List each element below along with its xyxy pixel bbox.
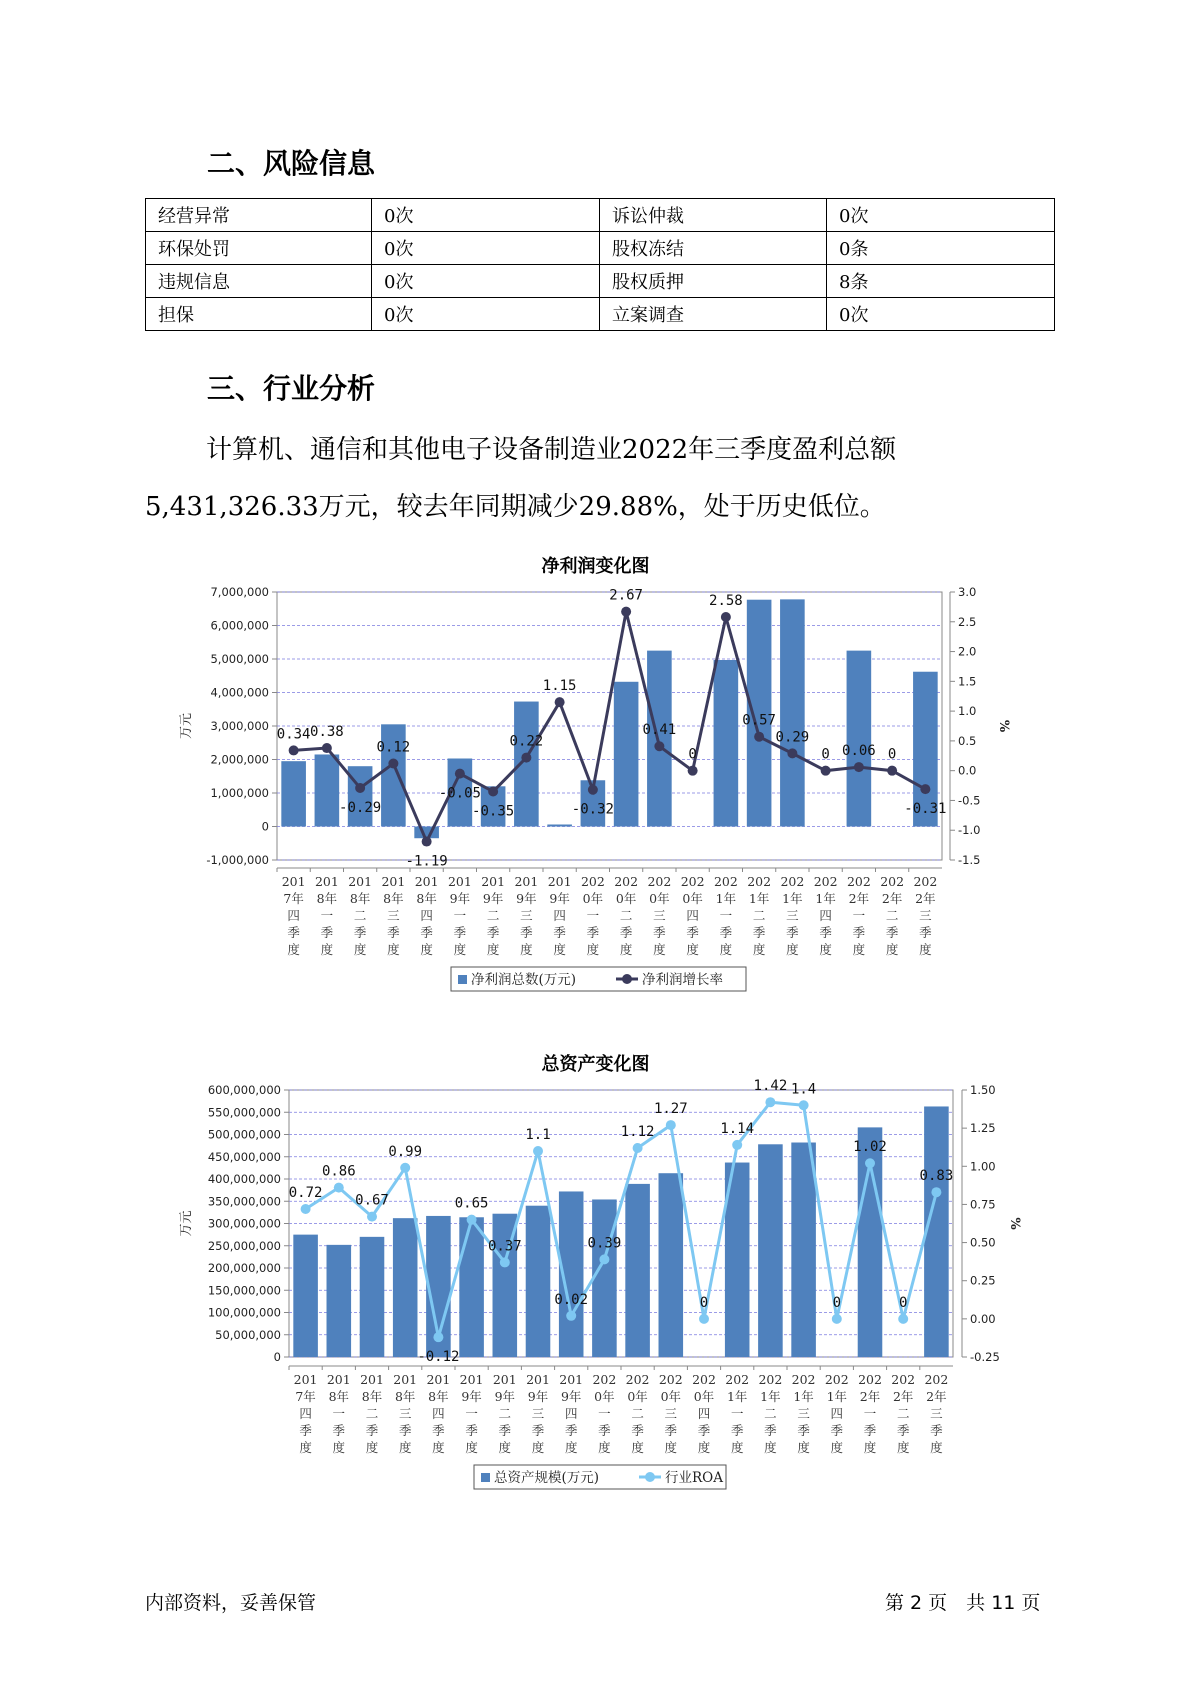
bar [526,1206,551,1357]
x-tick-label: 202 0年二季度 [625,1372,650,1455]
risk-item-value: 0条 [827,232,1055,265]
risk-item-label: 环保处罚 [146,232,372,265]
x-tick-label: 202 1年一季度 [725,1372,750,1455]
data-point [599,1254,609,1264]
data-label: 0.02 [554,1291,589,1308]
data-label: 0.34 [276,726,311,743]
data-point [666,1120,676,1130]
y-axis-title: 万元 [179,712,194,740]
bar [714,660,739,826]
x-tick-label: 201 9年三季度 [514,874,539,957]
data-label: 0.67 [355,1192,389,1209]
risk-table-row [146,199,1055,232]
analysis-line-2: 5,431,326.33万元，较去年同期减少29.88%，处于历史低位。 [145,492,886,522]
data-point [832,1314,842,1324]
data-label: 1.1 [525,1127,551,1144]
x-tick-label: 201 8年四季度 [414,874,439,957]
y2-tick-label: 3.0 [958,585,977,599]
x-tick-label: 202 2年一季度 [858,1372,882,1455]
bar [514,702,539,827]
y-tick-label: 200,000,000 [207,1261,281,1275]
risk-item-label: 股权质押 [600,265,827,298]
bar [780,599,805,826]
x-tick-label: 202 0年三季度 [658,1372,683,1455]
x-tick-label: 202 2年二季度 [880,874,905,957]
data-label: 0.72 [288,1185,323,1202]
x-tick-label: 202 0年四季度 [680,874,705,957]
data-point [555,697,565,707]
legend-bar-swatch [481,1473,490,1482]
data-point [455,769,465,779]
x-tick-label: 202 1年四季度 [813,874,838,957]
data-label: -0.12 [417,1349,460,1366]
risk-item-value: 0次 [827,298,1055,331]
bar [327,1245,352,1357]
x-tick-label: 202 2年三季度 [924,1372,949,1455]
analysis-paragraph [145,422,1075,536]
x-tick-label: 201 8年二季度 [360,1372,384,1455]
data-label: 0.22 [509,733,544,750]
data-label: 0.12 [376,739,411,756]
y-tick-label: 300,000,000 [207,1216,281,1231]
bar [758,1144,783,1357]
data-label: -0.31 [904,801,947,818]
risk-item-label: 诉讼仲裁 [600,199,827,232]
y-tick-label: 0 [273,1350,281,1364]
legend-bar-swatch [458,975,467,984]
x-tick-label: 201 9年四季度 [559,1372,584,1455]
data-point [854,762,864,772]
x-tick-label: 202 0年三季度 [647,874,672,957]
y-axis-title: 万元 [179,1210,194,1237]
data-point [699,1314,709,1324]
data-point [754,732,764,742]
data-point [422,837,432,847]
x-tick-label: 202 1年二季度 [747,874,772,957]
bar [847,651,872,827]
legend-line-label: 行业ROA [665,1470,723,1486]
data-label: 0.99 [388,1143,423,1160]
industry-section-heading: 三、行业分析 [207,372,376,405]
x-tick-label: 201 9年四季度 [547,874,572,957]
data-point [799,1100,809,1110]
risk-item-label: 立案调查 [600,298,827,331]
y-tick-label: 50,000,000 [215,1327,281,1342]
data-label: -0.05 [438,785,481,802]
x-tick-label: 201 9年二季度 [492,1372,517,1455]
risk-item-label: 担保 [146,298,372,331]
y2-tick-label: -0.5 [958,793,981,808]
data-label: 0.57 [742,712,776,729]
y-tick-label: 150,000,000 [207,1283,281,1298]
y2-tick-label: -1.5 [958,853,981,867]
data-label: 1.4 [790,1081,817,1098]
data-point [588,785,598,795]
legend-line-marker [622,974,632,984]
y-tick-label: 250,000,000 [207,1238,281,1253]
risk-item-label: 违规信息 [146,265,372,298]
bar [459,1217,484,1357]
data-label: 1.02 [853,1139,887,1156]
data-point [633,1143,643,1153]
y-tick-label: 0 [261,819,269,834]
bar [414,827,439,839]
x-tick-label: 202 1年四季度 [824,1372,849,1455]
bar [348,766,373,826]
bar [625,1184,650,1357]
data-label: 0.39 [587,1235,622,1252]
net-profit-chart [0,580,1191,1040]
bar [293,1235,318,1357]
bar [659,1173,684,1357]
y-tick-label: 1,000,000 [210,786,269,800]
data-point [787,748,797,758]
bar [360,1237,385,1357]
data-point [289,745,299,755]
data-label: 0.83 [919,1168,954,1185]
x-tick-label: 201 7年四季度 [293,1372,318,1455]
y-tick-label: 400,000,000 [207,1172,281,1186]
data-label: 0.29 [775,729,810,746]
risk-item-value: 0次 [372,232,600,265]
y2-tick-label: 0.0 [958,763,977,778]
x-tick-label: 201 8年三季度 [381,874,406,957]
data-label: 1.15 [542,678,577,695]
y-tick-label: 5,000,000 [210,652,269,666]
data-point [388,759,398,769]
data-label: 1.42 [753,1078,788,1095]
bar [647,651,672,827]
data-point [765,1097,775,1107]
x-tick-label: 201 7年四季度 [281,874,306,957]
footer-page-number: 第 2 页 共 11 页 [885,1592,1041,1614]
data-label: 0.86 [321,1163,356,1180]
risk-item-label: 股权冻结 [600,232,827,265]
risk-info-table [145,198,1055,331]
data-point [533,1146,543,1156]
data-label: 1.12 [620,1123,655,1140]
data-point [355,783,365,793]
y2-tick-label: 0.25 [970,1273,996,1288]
data-point [931,1187,941,1197]
risk-table-row [146,232,1055,265]
x-tick-label: 202 0年一季度 [592,1372,617,1455]
data-label: -0.32 [571,801,614,818]
x-tick-label: 201 9年一季度 [459,1372,484,1455]
legend-bar-label: 净利润总数(万元) [471,972,577,988]
y2-tick-label: 1.00 [970,1159,996,1174]
bar [924,1106,949,1357]
y2-tick-label: 1.25 [970,1121,996,1136]
data-label: 0 [898,1294,908,1311]
risk-item-value: 0次 [372,199,600,232]
x-tick-label: 201 8年一季度 [314,874,339,957]
y-tick-label: 350,000,000 [207,1194,281,1209]
data-point [488,787,498,797]
risk-table-row [146,298,1055,331]
legend-line-marker [645,1472,655,1482]
data-point [467,1215,477,1225]
data-label: 0 [887,746,897,763]
y-tick-label: 450,000,000 [207,1149,281,1164]
x-tick-label: 201 8年一季度 [326,1372,351,1455]
risk-item-label: 经营异常 [146,199,372,232]
risk-item-value: 0次 [827,199,1055,232]
bar [614,682,639,827]
data-point [322,743,332,753]
data-point [400,1163,410,1173]
data-point [654,741,664,751]
data-point [301,1204,311,1214]
x-tick-label: 202 2年一季度 [846,874,871,957]
y2-tick-label: 0.75 [970,1197,996,1212]
y2-axis-title: % [1007,1217,1022,1230]
bar [315,754,340,826]
data-label: -0.29 [339,799,382,816]
data-label: 0 [699,1294,709,1311]
data-label: 0.37 [487,1238,522,1255]
data-point [521,753,531,763]
footer-confidential: 内部资料，妥善保管 [145,1592,317,1614]
y-tick-label: 550,000,000 [207,1105,281,1120]
bar [281,761,306,826]
x-tick-label: 202 0年四季度 [692,1372,716,1455]
data-label: 1.27 [653,1101,688,1118]
data-point [732,1140,742,1150]
risk-section-heading: 二、风险信息 [207,147,376,180]
y2-tick-label: 1.5 [958,674,977,689]
risk-item-value: 0次 [372,298,600,331]
y2-tick-label: 0.5 [958,733,977,748]
y2-tick-label: 1.0 [958,704,977,719]
y-tick-label: 6,000,000 [210,618,269,633]
y2-axis-title: % [996,719,1011,733]
data-point [500,1257,510,1267]
y-tick-label: 100,000,000 [207,1305,281,1320]
data-label: 0 [821,746,830,763]
data-label: 0.41 [642,722,677,739]
y-tick-label: 500,000,000 [207,1127,281,1142]
data-label: 0 [688,746,697,763]
analysis-line-1: 计算机、通信和其他电子设备制造业2022年三季度盈利总额 [206,435,897,465]
risk-item-value: 8条 [827,265,1055,298]
x-tick-label: 202 1年二季度 [758,1372,783,1455]
legend-line-label: 净利润增长率 [642,972,723,988]
x-tick-label: 202 2年三季度 [913,874,938,957]
y2-tick-label: -0.25 [970,1350,1000,1364]
x-tick-label: 201 9年三季度 [526,1372,550,1455]
data-point [433,1332,443,1342]
total-assets-chart [0,1078,1191,1528]
bar [592,1199,617,1357]
y2-tick-label: 2.0 [958,644,977,659]
data-point [898,1314,908,1324]
data-label: 2.67 [609,587,643,604]
legend-bar-label: 总资产规模(万元) [494,1470,600,1486]
x-tick-label: 201 9年二季度 [481,874,506,957]
data-label: 0.06 [842,743,876,760]
net-profit-chart-title: 净利润变化图 [541,556,650,577]
data-point [920,784,930,794]
y-tick-label: 3,000,000 [210,719,269,733]
y-tick-label: -1,000,000 [206,853,269,867]
data-point [367,1212,377,1222]
data-label: -1.19 [405,853,448,870]
y2-tick-label: 0.00 [970,1311,996,1326]
bar [791,1143,816,1357]
data-point [566,1311,576,1321]
x-tick-label: 201 8年三季度 [393,1372,418,1455]
x-tick-label: 201 8年二季度 [348,874,373,957]
data-label: 2.58 [709,593,743,610]
data-point [688,766,698,776]
y2-tick-label: 0.50 [970,1235,996,1250]
data-label: 0 [832,1294,842,1311]
data-point [334,1183,344,1193]
data-label: 1.14 [720,1120,755,1137]
x-tick-label: 201 9年一季度 [447,874,472,957]
data-point [865,1158,875,1168]
x-tick-label: 202 1年三季度 [791,1372,816,1455]
x-tick-label: 202 0年一季度 [580,874,605,957]
y2-tick-label: -1.0 [958,823,981,838]
x-tick-label: 202 1年三季度 [780,874,805,957]
y2-tick-label: 2.5 [958,614,977,629]
y-tick-label: 7,000,000 [210,585,269,599]
risk-item-value: 0次 [372,265,600,298]
data-point [887,766,897,776]
data-label: 0.38 [310,724,344,741]
risk-table-row [146,265,1055,298]
bar [393,1218,418,1357]
x-tick-label: 202 2年二季度 [891,1372,916,1455]
y-tick-label: 600,000,000 [207,1083,281,1097]
data-point [621,607,631,617]
data-point [821,766,831,776]
total-assets-chart-title: 总资产变化图 [541,1054,650,1075]
data-label: 0.65 [454,1195,489,1212]
data-point [721,612,731,622]
x-tick-label: 202 0年二季度 [614,874,639,957]
y-tick-label: 2,000,000 [210,752,269,767]
x-tick-label: 201 8年四季度 [426,1372,451,1455]
x-tick-label: 202 1年一季度 [713,874,738,957]
data-label: -0.35 [472,803,515,820]
y2-tick-label: 1.50 [970,1083,996,1097]
y-tick-label: 4,000,000 [210,685,269,700]
bar [547,824,572,826]
